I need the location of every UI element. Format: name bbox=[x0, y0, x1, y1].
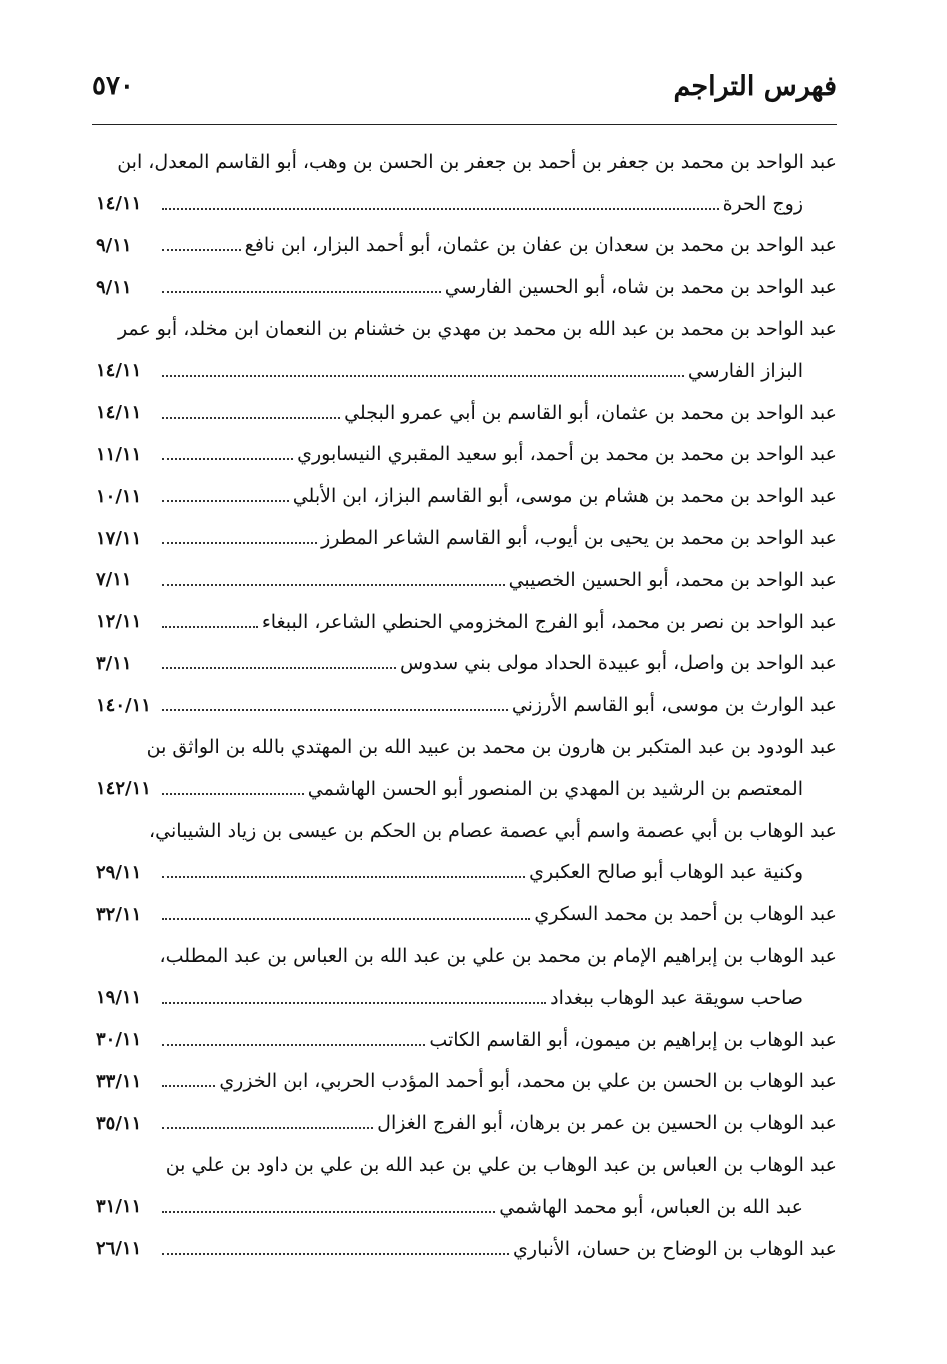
entry-name-text: عبد الواحد بن محمد بن جعفر بن أحمد بن جعفر بن الحسن بن وهب، أبو القاسم المعدل، ابن bbox=[117, 150, 837, 173]
entry-name-text: عبد الوهاب بن الحسين بن عمر بن برهان، أبو الفرج الغزال bbox=[377, 1112, 837, 1135]
entry-name-text: زوج الحرة bbox=[722, 192, 803, 215]
entry-name-text: عبد الواحد بن محمد بن هشام بن موسى، أبو القاسم البزاز، ابن الأبلي bbox=[292, 485, 837, 508]
volume-page-ref: ١٤/١١ bbox=[96, 402, 142, 424]
entry-line bbox=[96, 893, 837, 935]
entry-name-text: عبد الوهاب بن الحسن بن علي بن محمد، أبو أحمد المؤدب الحربي، ابن الخزري bbox=[219, 1070, 837, 1093]
dot-leader bbox=[162, 532, 317, 544]
entry-name-text: عبد الله بن العباس، أبو محمد الهاشمي bbox=[499, 1195, 803, 1218]
entry-line bbox=[96, 350, 837, 392]
entry-line bbox=[96, 434, 837, 476]
entry-name-text: عبد الوهاب بن الوضاح بن حسان، الأنباري bbox=[513, 1237, 837, 1260]
entry-line bbox=[96, 601, 837, 643]
volume-page-ref: ١١/١١ bbox=[96, 443, 142, 465]
entry-name-text: عبد الوهاب بن إبراهيم بن ميمون، أبو القاسم الكاتب bbox=[429, 1028, 837, 1051]
volume-page-ref: ١٤/١١ bbox=[96, 193, 142, 215]
page-number: ٥٧٠ bbox=[92, 71, 134, 101]
entry-line bbox=[96, 266, 837, 308]
entry-name-text: عبد الواحد بن محمد بن محمد بن أحمد، أبو سعيد المقبري النيسابوري bbox=[297, 443, 837, 466]
entry-line bbox=[96, 977, 837, 1019]
dot-leader bbox=[162, 657, 396, 669]
entry-name-text: المعتصم بن الرشيد بن المهدي بن المنصور أبو الحسن الهاشمي bbox=[307, 777, 803, 800]
volume-page-ref: ١٢/١١ bbox=[96, 611, 142, 633]
dot-leader bbox=[162, 1243, 509, 1255]
entry-line bbox=[96, 517, 837, 559]
entry-name-text: عبد الواحد بن محمد بن شاه، أبو الحسين الفارسي bbox=[444, 276, 837, 299]
dot-leader bbox=[162, 1075, 215, 1087]
index-entry bbox=[96, 1228, 837, 1270]
entry-name-text: وكنية عبد الوهاب أبو صالح العكبري bbox=[529, 861, 803, 884]
index-entry bbox=[96, 392, 837, 434]
entry-line bbox=[96, 308, 837, 350]
volume-page-ref: ٣٠/١١ bbox=[96, 1029, 142, 1051]
entry-name-text: عبد الواحد بن نصر بن محمد، أبو الفرج المخزومي الحنطي الشاعر، الببغاء bbox=[261, 610, 837, 633]
index-entry bbox=[96, 559, 837, 601]
entry-name-text: عبد الوهاب بن أحمد بن محمد السكري bbox=[534, 903, 837, 926]
index-entry bbox=[96, 726, 837, 810]
entry-line bbox=[96, 1228, 837, 1270]
dot-leader bbox=[162, 1034, 425, 1046]
dot-leader bbox=[162, 866, 525, 878]
entry-line bbox=[96, 141, 837, 183]
index-entry bbox=[96, 1102, 837, 1144]
dot-leader bbox=[162, 616, 258, 628]
dot-leader bbox=[162, 908, 530, 920]
entry-name-text: صاحب سويقة عبد الوهاب ببغداد bbox=[550, 986, 803, 1009]
index-entry bbox=[96, 308, 837, 392]
dot-leader bbox=[162, 490, 289, 502]
volume-page-ref: ٧/١١ bbox=[96, 569, 132, 591]
entry-name-text: عبد الوهاب بن أبي عصمة واسم أبي عصمة عصام بن الحكم بن عيسى بن زياد الشيباني، bbox=[149, 819, 837, 842]
volume-page-ref: ٣٥/١١ bbox=[96, 1112, 142, 1134]
dot-leader bbox=[162, 407, 340, 419]
dot-leader bbox=[162, 1117, 373, 1129]
entry-line bbox=[96, 183, 837, 225]
entry-line bbox=[96, 768, 837, 810]
entry-name-text: عبد الواحد بن واصل، أبو عبيدة الحداد مولى بني سدوس bbox=[399, 652, 837, 675]
entry-line bbox=[96, 684, 837, 726]
volume-page-ref: ٢٩/١١ bbox=[96, 861, 142, 883]
entry-line bbox=[96, 643, 837, 685]
entry-line bbox=[96, 225, 837, 267]
volume-page-ref: ١٠/١١ bbox=[96, 485, 142, 507]
index-entry bbox=[96, 225, 837, 267]
header-rule bbox=[92, 124, 837, 125]
entry-line bbox=[96, 1061, 837, 1103]
dot-leader bbox=[162, 783, 304, 795]
index-entry bbox=[96, 684, 837, 726]
dot-leader bbox=[162, 281, 441, 293]
dot-leader bbox=[162, 699, 508, 711]
dot-leader bbox=[162, 198, 719, 210]
index-entry bbox=[96, 1144, 837, 1228]
volume-page-ref: ٢٦/١١ bbox=[96, 1238, 142, 1260]
index-entry bbox=[96, 141, 837, 225]
volume-page-ref: ٣٣/١١ bbox=[96, 1070, 142, 1092]
entry-name-text: عبد الواحد بن محمد بن عبد الله بن محمد بن مهدي بن خشنام بن النعمان ابن مخلد، أبو عمر bbox=[117, 318, 837, 341]
index-entry bbox=[96, 810, 837, 894]
index-entry bbox=[96, 643, 837, 685]
index-entry bbox=[96, 434, 837, 476]
entry-name-text: عبد الواحد بن محمد بن عثمان، أبو القاسم بن أبي عمرو البجلي bbox=[344, 401, 837, 424]
index-entry bbox=[96, 893, 837, 935]
entry-name-text: البزاز الفارسي bbox=[687, 359, 803, 382]
index-entry bbox=[96, 266, 837, 308]
entry-line bbox=[96, 1144, 837, 1186]
entry-line bbox=[96, 392, 837, 434]
entry-line bbox=[96, 726, 837, 768]
volume-page-ref: ١٧/١١ bbox=[96, 527, 142, 549]
volume-page-ref: ٣١/١١ bbox=[96, 1196, 142, 1218]
entry-line bbox=[96, 852, 837, 894]
entry-name-text: عبد الوهاب بن إبراهيم الإمام بن محمد بن علي بن عبد الله بن العباس بن عبد المطلب، bbox=[159, 945, 837, 968]
volume-page-ref: ١٤٢/١١ bbox=[96, 778, 151, 800]
volume-page-ref: ٩/١١ bbox=[96, 276, 132, 298]
entry-line bbox=[96, 1019, 837, 1061]
entry-name-text: عبد الواحد بن محمد، أبو الحسين الخصيبي bbox=[508, 568, 837, 591]
index-entry bbox=[96, 1019, 837, 1061]
volume-page-ref: ١٤/١١ bbox=[96, 360, 142, 382]
volume-page-ref: ٣/١١ bbox=[96, 652, 132, 674]
volume-page-ref: ١٤٠/١١ bbox=[96, 694, 151, 716]
entry-line bbox=[96, 935, 837, 977]
entry-name-text: عبد الودود بن عبد المتكبر بن هارون بن محمد بن عبيد الله بن المهتدي بالله بن الواثق بن bbox=[146, 736, 837, 759]
index-entry bbox=[96, 601, 837, 643]
dot-leader bbox=[162, 239, 241, 251]
entry-line bbox=[96, 475, 837, 517]
index-entry bbox=[96, 1061, 837, 1103]
dot-leader bbox=[162, 574, 505, 586]
volume-page-ref: ٩/١١ bbox=[96, 234, 132, 256]
dot-leader bbox=[162, 448, 293, 460]
entry-name-text: عبد الوارث بن موسى، أبو القاسم الأرزني bbox=[511, 694, 837, 717]
entry-line bbox=[96, 1102, 837, 1144]
dot-leader bbox=[162, 1201, 495, 1213]
entry-name-text: عبد الواحد بن محمد بن سعدان بن عفان بن عثمان، أبو أحمد البزار، ابن نافع bbox=[244, 234, 837, 257]
volume-page-ref: ٣٢/١١ bbox=[96, 903, 142, 925]
entry-line bbox=[96, 810, 837, 852]
dot-leader bbox=[162, 992, 546, 1004]
entry-name-text: عبد الوهاب بن العباس بن عبد الوهاب بن علي بن عبد الله بن علي بن داود بن علي بن bbox=[165, 1154, 837, 1177]
page-header bbox=[92, 66, 837, 106]
entry-name-text: عبد الواحد بن محمد بن يحيى بن أيوب، أبو القاسم الشاعر المطرز bbox=[321, 527, 837, 550]
index-entries bbox=[96, 141, 837, 1270]
index-entry bbox=[96, 475, 837, 517]
page-title: فهرس التراجم bbox=[673, 70, 837, 102]
dot-leader bbox=[162, 365, 684, 377]
index-entry bbox=[96, 517, 837, 559]
index-entry bbox=[96, 935, 837, 1019]
entry-line bbox=[96, 1186, 837, 1228]
entry-line bbox=[96, 559, 837, 601]
volume-page-ref: ١٩/١١ bbox=[96, 987, 142, 1009]
